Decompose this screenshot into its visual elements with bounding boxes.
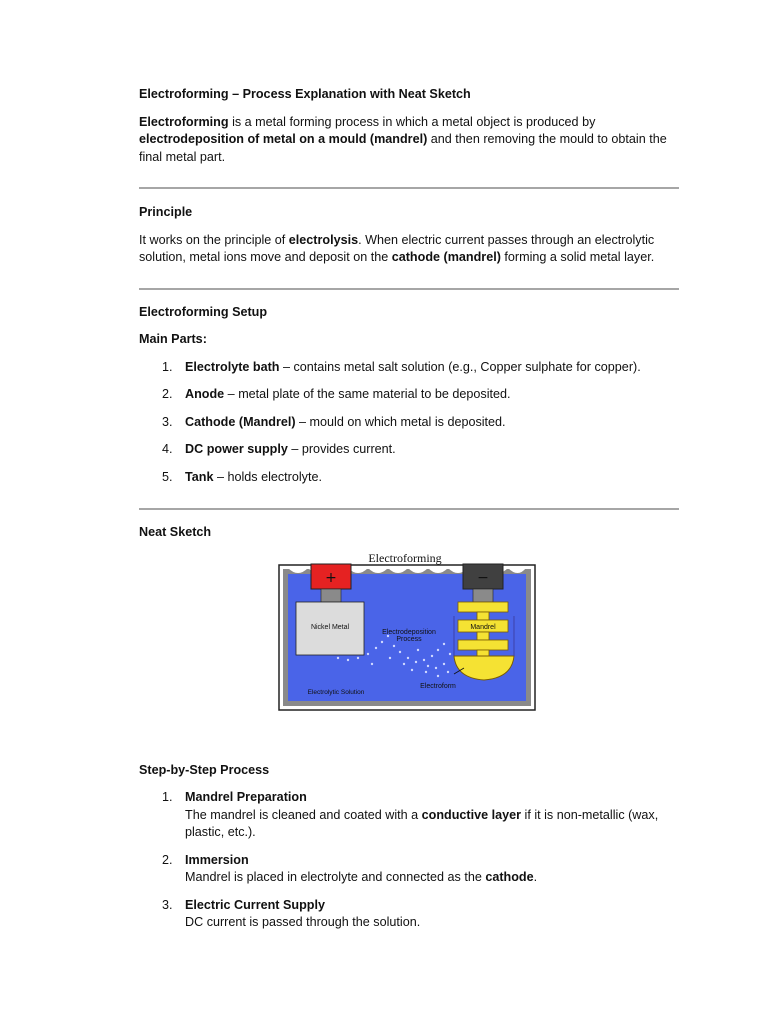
plus-sign: + bbox=[325, 569, 337, 586]
setup-heading: Electroforming Setup bbox=[139, 304, 268, 319]
steps-heading: Step-by-Step Process bbox=[139, 762, 270, 777]
electroform-label: Electroform bbox=[420, 682, 456, 690]
mandrel-label: Mandrel bbox=[470, 623, 496, 631]
anode-connector bbox=[321, 589, 341, 602]
list-item: 4. DC power supply – provides current. bbox=[162, 442, 396, 456]
document-page bbox=[139, 86, 679, 932]
principle-heading: Principle bbox=[139, 205, 193, 219]
cathode-connector bbox=[473, 589, 493, 602]
document-title: Electroforming – Process Explanation with Neat Sketch bbox=[139, 87, 471, 101]
list-item: 3. Electric Current Supply DC current is passed through the solution. bbox=[162, 897, 421, 929]
solution-label: Electrolytic Solution bbox=[307, 688, 365, 696]
diagram-title: Electroforming bbox=[368, 553, 442, 565]
process-label-line1: Electrodeposition bbox=[382, 628, 436, 636]
anode-label: Nickel Metal bbox=[310, 623, 350, 631]
list-item: 2. Immersion Mandrel is placed in electrolyte and connected as the cathode. bbox=[162, 852, 538, 884]
electroforming-sketch bbox=[139, 554, 679, 724]
list-item: 5. Tank – holds electrolyte. bbox=[162, 469, 322, 484]
principle-paragraph: It works on the principle of electrolysis. When electric current passes through an electrolytic solution, metal ions move and deposit on the cathode (mandrel) forming a solid metal layer. bbox=[139, 232, 655, 264]
process-label-line2: Process bbox=[396, 635, 422, 643]
divider bbox=[139, 187, 679, 189]
list-item: 1. Electrolyte bath – contains metal salt solution (e.g., Copper sulphate for copper). bbox=[162, 359, 641, 374]
steps-list bbox=[139, 789, 679, 932]
main-parts-list bbox=[139, 359, 679, 487]
intro-paragraph: Electroforming is a metal forming process in which a metal object is produced by electrodeposition of metal on a mould (mandrel) and then removing the mould to obtain the final metal part. bbox=[139, 114, 667, 164]
divider bbox=[139, 508, 679, 510]
minus-sign: − bbox=[477, 569, 489, 586]
list-item: 2. Anode – metal plate of the same material to be deposited. bbox=[162, 387, 511, 401]
list-item: 1. Mandrel Preparation The mandrel is cleaned and coated with a conductive layer if it is non-metallic (wax, plastic, etc.). bbox=[162, 790, 659, 839]
divider bbox=[139, 288, 679, 290]
list-item: 3. Cathode (Mandrel) – mould on which metal is deposited. bbox=[162, 414, 506, 429]
sketch-heading: Neat Sketch bbox=[139, 525, 212, 539]
main-parts-subheading: Main Parts: bbox=[139, 332, 207, 346]
electroforming-diagram bbox=[278, 554, 538, 714]
